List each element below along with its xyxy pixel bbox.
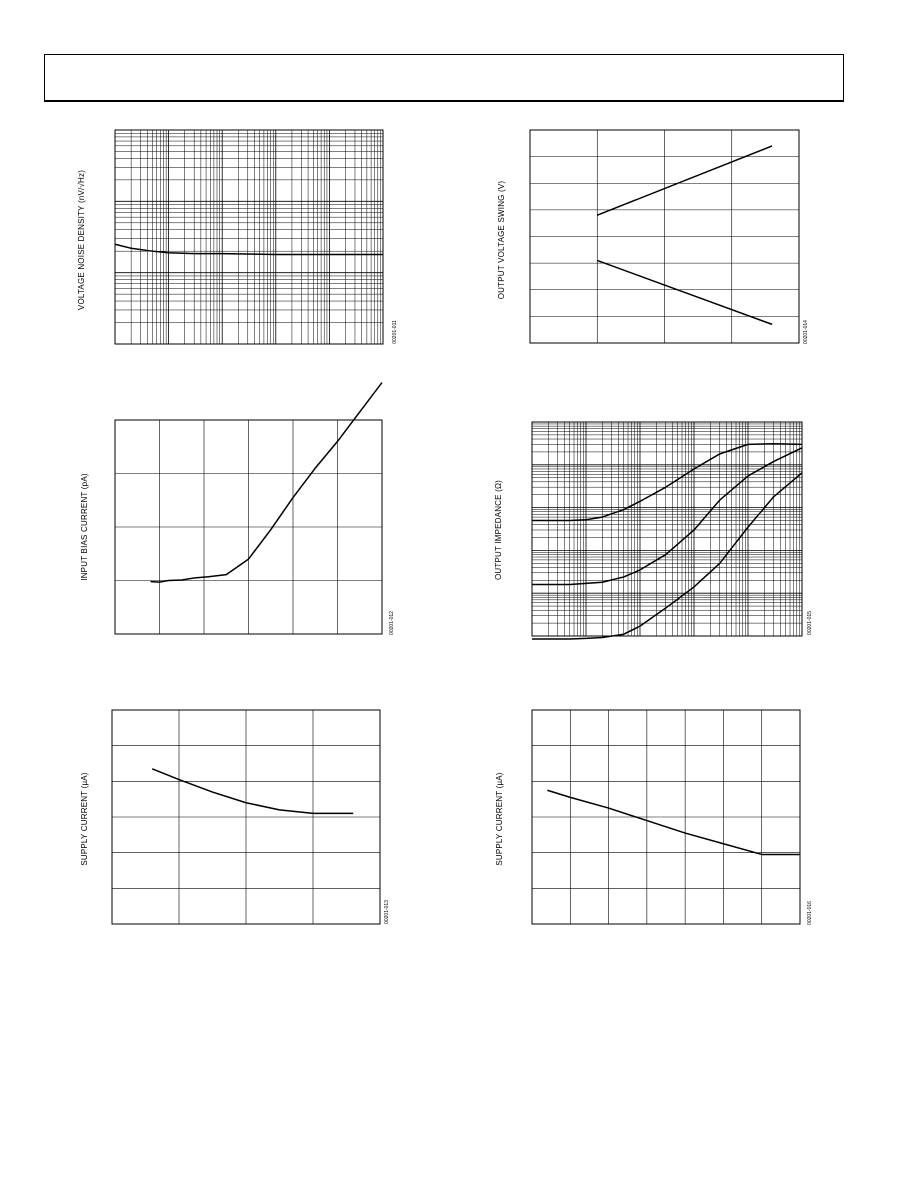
chart-swing: [490, 120, 830, 360]
plot-area: [532, 422, 802, 639]
y-axis-label: OUTPUT VOLTAGE SWING (V): [497, 180, 506, 300]
y-axis-label: INPUT BIAS CURRENT (pA): [80, 473, 89, 581]
figure-id: 00201-015: [807, 611, 813, 635]
series-line-1: [532, 444, 802, 521]
chart-panel-supply1: [70, 700, 410, 940]
plot-area: [115, 383, 382, 634]
chart-noise: [70, 120, 410, 360]
figure-id: 00201-013: [384, 900, 390, 924]
plot-frame: [532, 422, 802, 636]
chart-panel-swing: [490, 120, 830, 360]
figure-id: 00201-011: [392, 320, 398, 344]
chart-panel-impedance: [490, 410, 830, 650]
chart-panel-supply2: [490, 700, 830, 940]
chart-panel-noise: [70, 120, 410, 360]
series-line-1: [115, 244, 383, 254]
series-line-1: [152, 769, 353, 814]
chart-impedance: [490, 410, 830, 650]
y-axis-label: SUPPLY CURRENT (µA): [80, 772, 89, 866]
y-axis-label: SUPPLY CURRENT (µA): [495, 772, 504, 866]
series-line-2: [532, 448, 802, 585]
series-line-3: [532, 473, 802, 639]
chart-supply2: [490, 700, 830, 940]
series-line-1: [547, 790, 800, 854]
plot-area: [112, 710, 380, 924]
chart-bias: [70, 410, 410, 650]
figure-id: 00201-016: [807, 901, 813, 925]
y-axis-label: OUTPUT IMPEDANCE (Ω): [494, 479, 503, 581]
plot-frame: [115, 130, 383, 344]
series-line-2: [597, 260, 772, 324]
series-line-1: [151, 383, 382, 583]
figure-id: 00201-012: [389, 611, 395, 635]
figure-id: 00201-014: [803, 320, 809, 344]
y-axis-label: VOLTAGE NOISE DENSITY (nV/√Hz): [77, 169, 86, 311]
chart-supply1: [70, 700, 410, 940]
plot-area: [530, 130, 799, 343]
plot-area: [115, 130, 383, 344]
chart-panel-bias: [70, 410, 410, 650]
plot-area: [532, 710, 800, 924]
page-header-box: [44, 54, 844, 102]
